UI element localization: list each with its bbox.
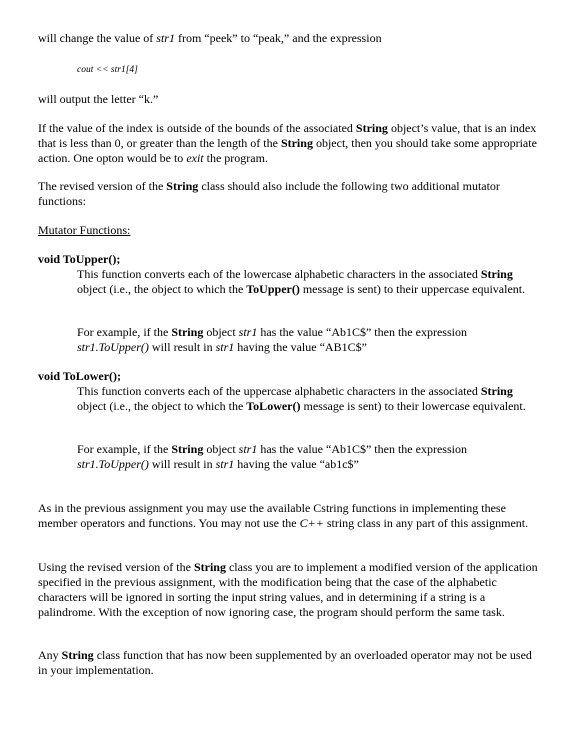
text: As in the previous assignment you may use the available Cstring functions in implementing these member operators and functions. You may not use the [38, 501, 506, 530]
signature-text: void ToLower(); [38, 369, 122, 383]
italic-expr: str1.ToUpper() [77, 340, 149, 354]
toupper-description [77, 267, 537, 297]
italic-expr: str1.ToUpper() [77, 457, 149, 471]
text: The revised version of the [38, 179, 167, 193]
italic-exit: exit [186, 151, 204, 165]
bold-string: String [166, 179, 199, 193]
paragraph-cstring [38, 501, 538, 531]
text: Using the revised version of the [38, 560, 194, 574]
text: This function converts each of the lowercase alphabetic characters in the associated [77, 267, 481, 281]
text: This function converts each of the uppercase alphabetic characters in the associated [77, 384, 481, 398]
paragraph-output-letter: will output the letter “k.” [38, 92, 159, 106]
text: message is sent) to their uppercase equivalent. [299, 282, 526, 296]
text: object’s value, that is an index that is less than 0, or greater than the length of the [38, 121, 537, 150]
toupper-example [77, 325, 537, 355]
paragraph-application [38, 560, 538, 620]
italic-var: str1 [238, 325, 258, 339]
text: has the value “Ab1C$” then the expression [257, 325, 467, 339]
paragraph-index-bounds [38, 121, 538, 166]
var-str1: str1 [156, 31, 175, 45]
text: For example, if the [77, 325, 172, 339]
text: object (i.e., the object to which the [77, 282, 247, 296]
text: having the value “AB1C$” [234, 340, 367, 354]
text: message is sent) to their lowercase equivalent. [300, 399, 526, 413]
italic-var: str1 [215, 457, 235, 471]
italic-var: str1 [215, 340, 235, 354]
bold-string: String [280, 136, 313, 150]
bold-string: String [480, 267, 513, 281]
paragraph-change-value [38, 31, 538, 46]
text: object [203, 442, 239, 456]
text: from “peek” to “peak,” and the expression [174, 31, 382, 45]
text: class should also include the following two additional mutator functions: [38, 179, 500, 208]
bold-string: String [171, 442, 204, 456]
bold-string: String [480, 384, 513, 398]
text: has the value “Ab1C$” then the expression [257, 442, 467, 456]
text: class function that has now been supplemented by an overloaded operator may not be used in your implementation. [38, 648, 532, 677]
text: will change the value of [38, 31, 157, 45]
text: the program. [203, 151, 268, 165]
text: If the value of the index is outside of the bounds of the associated [38, 121, 356, 135]
text: object [203, 325, 239, 339]
italic-var: str1 [238, 442, 258, 456]
tolower-description [77, 384, 537, 414]
bold-method: ToUpper() [246, 282, 300, 296]
tolower-example [77, 442, 537, 472]
bold-string: String [355, 121, 388, 135]
text: class you are to implement a modified version of the application specified in the previous assignment, with the modification being that the case of the alphabetic characters will be ignored in sorting the input string values, and in determining if a string is a palindrome. With the exception of now ignoring case, the program should perform the same task. [38, 560, 538, 619]
bold-method: ToLower() [246, 399, 301, 413]
bold-string: String [61, 648, 94, 662]
toupper-signature [38, 252, 538, 267]
text: object (i.e., the object to which the [77, 399, 247, 413]
italic-cpp: C++ [299, 516, 324, 530]
signature-text: void ToUpper(); [38, 252, 121, 266]
text: Any [38, 648, 62, 662]
text: string class in any part of this assignment. [323, 516, 529, 530]
tolower-signature [38, 369, 538, 384]
text: having the value “ab1c$” [234, 457, 359, 471]
paragraph-revised-version [38, 179, 538, 209]
code-example: cout << str1[4] [77, 65, 138, 75]
text: For example, if the [77, 442, 172, 456]
bold-string: String [171, 325, 204, 339]
paragraph-overloaded [38, 648, 538, 678]
bold-string: String [193, 560, 226, 574]
text: will result in [148, 340, 216, 354]
mutator-functions-heading: Mutator Functions: [38, 223, 131, 237]
text: will result in [148, 457, 216, 471]
text: object, then you should take some appropriate action. One opton would be to [38, 136, 537, 165]
